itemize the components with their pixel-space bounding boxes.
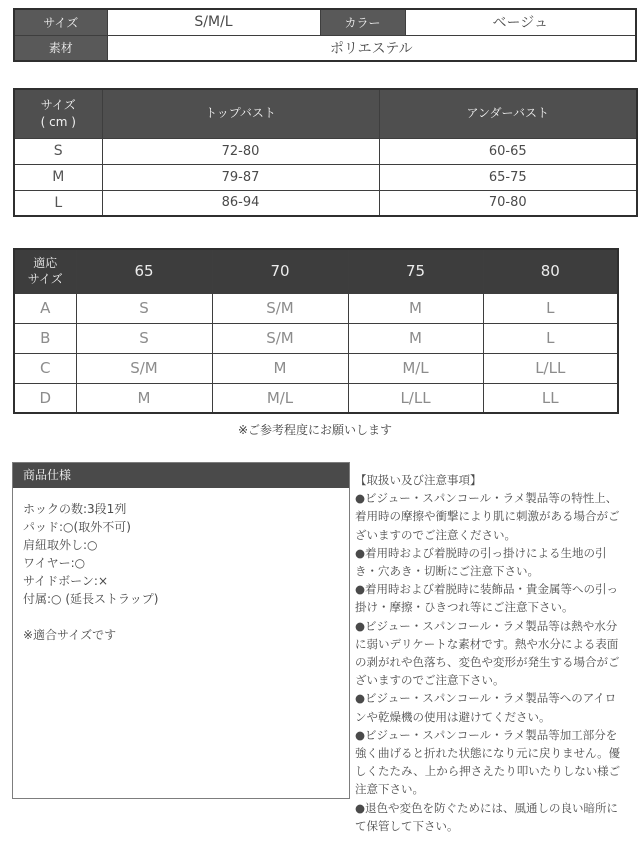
under-bust-cell: 60-65	[379, 138, 637, 164]
fit-value-cell: M/L	[212, 383, 348, 413]
under-bust-header-cell: アンダーバスト	[379, 89, 637, 138]
fit-value-cell: S	[76, 293, 212, 323]
bust-row-m	[14, 164, 637, 190]
fit-row-label-cell: B	[14, 323, 76, 353]
fit-row-d	[14, 383, 618, 413]
info-row-size-color	[14, 9, 636, 35]
bust-size-cell: L	[14, 190, 102, 216]
fit-corner-line1: 適応	[33, 256, 58, 271]
fit-value-cell: L/LL	[483, 353, 618, 383]
material-label-cell: 素材	[14, 35, 107, 61]
fit-value-cell: M/L	[348, 353, 483, 383]
spec-line-side-bone: サイドボーン:×	[23, 574, 109, 588]
handling-item: ●ビジュー・スパンコール・ラメ製品等加工部分を強く曲げると折れた状態になり元に戻りません。優しくたたみ、上から押さえたり叩いたりしない様ご注意下さい。	[355, 727, 621, 797]
bust-size-cell: S	[14, 138, 102, 164]
spec-line-wire: ワイヤー:○	[23, 556, 86, 570]
info-row-material	[14, 35, 636, 61]
spec-line-hooks: ホックの数:3段1列	[23, 502, 127, 516]
color-value-cell: ベージュ	[405, 9, 636, 35]
info-table	[13, 8, 637, 62]
under-bust-cell: 70-80	[379, 190, 637, 216]
bust-header-row	[14, 89, 637, 138]
product-spec-box	[12, 462, 350, 799]
bust-size-unit-header-cell	[14, 89, 102, 138]
fit-size-table	[13, 248, 619, 414]
fit-row-a	[14, 293, 618, 323]
top-bust-cell: 79-87	[102, 164, 379, 190]
fit-value-cell: M	[348, 323, 483, 353]
bust-row-l	[14, 190, 637, 216]
fit-corner-line2: サイズ	[27, 272, 63, 287]
fit-value-cell: S/M	[212, 293, 348, 323]
fit-value-cell: L/LL	[348, 383, 483, 413]
fit-row-b	[14, 323, 618, 353]
spec-size-note: ※適合サイズです	[23, 628, 117, 642]
handling-item: ●ビジュー・スパンコール・ラメ製品等は熱や水分に弱いデリケートな素材です。熱や水分による表面の剥がれや色落ち、変色や変形が発生する場合がございますのでご注意下さい。	[355, 618, 620, 688]
bust-size-cell: M	[14, 164, 102, 190]
size-value-cell: S/M/L	[107, 9, 320, 35]
fit-value-cell: S/M	[76, 353, 212, 383]
fit-row-label-cell: C	[14, 353, 76, 383]
spec-line-accessory: 付属:○ (延長ストラップ)	[23, 592, 159, 606]
fit-value-cell: L	[483, 323, 618, 353]
fit-value-cell: M	[348, 293, 483, 323]
fit-value-cell: LL	[483, 383, 618, 413]
spec-line-strap-removal: 肩紐取外し:○	[23, 538, 98, 552]
product-spec-title-bar: 商品仕様	[13, 463, 349, 488]
spec-line-pad: パッド:○(取外不可)	[23, 520, 131, 534]
bust-size-header-line2: ( cm )	[40, 114, 76, 129]
fit-row-c	[14, 353, 618, 383]
fit-row-label-cell: A	[14, 293, 76, 323]
fit-row-label-cell: D	[14, 383, 76, 413]
top-bust-header-cell: トップバスト	[102, 89, 379, 138]
bust-size-table	[13, 88, 638, 217]
handling-item: ●ビジュー・スパンコール・ラメ製品等へのアイロンや乾燥機の使用は避けてください。	[355, 691, 617, 724]
handling-item: ●退色や変色を防ぐためには、風通しの良い暗所にて保管して下さい。	[355, 800, 619, 833]
fit-value-cell: M	[76, 383, 212, 413]
fit-col-header-cell: 75	[348, 249, 483, 293]
bust-size-header-line1: サイズ	[40, 97, 76, 112]
material-value-cell: ポリエステル	[107, 35, 636, 61]
handling-item: ●ビジュー・スパンコール・ラメ製品等の特性上、着用時の摩擦や衝撃により肌に刺激がある場合がございますのでご注意ください。	[355, 491, 620, 542]
top-bust-cell: 72-80	[102, 138, 379, 164]
fit-value-cell: M	[212, 353, 348, 383]
fit-corner-header-cell	[14, 249, 76, 293]
handling-item: ●着用時および着脱時に装飾品・貴金属等への引っ掛け・摩擦・ひきつれ等にご注意下さい。	[355, 582, 619, 615]
fit-value-cell: S	[76, 323, 212, 353]
product-spec-body	[13, 488, 349, 656]
color-label-cell: カラー	[320, 9, 405, 35]
top-bust-cell: 86-94	[102, 190, 379, 216]
fit-col-header-cell: 80	[483, 249, 618, 293]
handling-item: ●着用時および着脱時の引っ掛けによる生地の引き・穴あき・切断にご注意下さい。	[355, 545, 607, 579]
under-bust-cell: 65-75	[379, 164, 637, 190]
fit-value-cell: L	[483, 293, 618, 323]
fit-header-row	[14, 249, 618, 293]
fit-col-header-cell: 65	[76, 249, 212, 293]
fit-value-cell: S/M	[212, 323, 348, 353]
fit-reference-note: ※ご参考程度にお願いします	[237, 423, 393, 437]
size-label-cell: サイズ	[14, 9, 107, 35]
fit-col-header-cell: 70	[212, 249, 348, 293]
handling-notes	[355, 471, 623, 835]
bust-row-s	[14, 138, 637, 164]
handling-title: 【取扱い及び注意事項】	[355, 473, 482, 487]
